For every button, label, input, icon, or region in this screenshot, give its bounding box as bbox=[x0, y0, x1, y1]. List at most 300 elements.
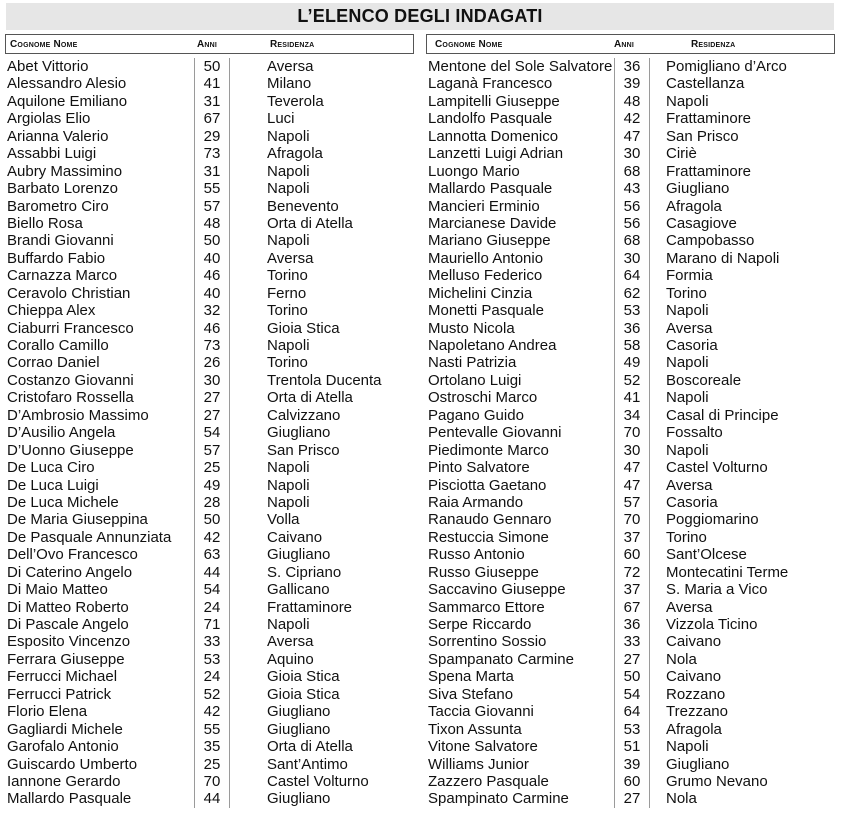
person-name: Ciaburri Francesco bbox=[7, 319, 134, 337]
person-residence: Trentola Ducenta bbox=[267, 371, 382, 389]
person-age: 41 bbox=[623, 389, 641, 407]
person-residence: Aversa bbox=[267, 633, 314, 651]
table-row bbox=[5, 546, 414, 563]
table-row bbox=[5, 668, 414, 685]
person-age: 54 bbox=[203, 424, 221, 442]
person-name: Restuccia Simone bbox=[428, 528, 549, 546]
person-age: 48 bbox=[623, 92, 641, 110]
table-row bbox=[426, 616, 835, 633]
person-residence: Napoli bbox=[267, 493, 310, 511]
person-name: Laganà Francesco bbox=[428, 75, 553, 93]
suspects-table-left bbox=[5, 34, 414, 808]
person-name: Iannone Gerardo bbox=[7, 772, 121, 790]
person-age: 40 bbox=[203, 284, 221, 302]
person-residence: Aversa bbox=[666, 598, 713, 616]
person-age: 39 bbox=[623, 75, 641, 93]
table-row bbox=[426, 110, 835, 127]
person-residence: Napoli bbox=[267, 232, 310, 250]
person-name: Pentevalle Giovanni bbox=[428, 424, 562, 442]
person-residence: Giugliano bbox=[666, 180, 730, 198]
person-age: 50 bbox=[203, 232, 221, 250]
table-row bbox=[426, 354, 835, 371]
table-row bbox=[5, 738, 414, 755]
person-residence: Trezzano bbox=[666, 703, 728, 721]
table-row bbox=[5, 58, 414, 75]
table-row bbox=[426, 58, 835, 75]
person-age: 31 bbox=[203, 92, 221, 110]
person-name: Mentone del Sole Salvatore bbox=[428, 58, 613, 75]
person-name: Barbato Lorenzo bbox=[7, 180, 118, 198]
person-residence: Frattaminore bbox=[267, 598, 353, 616]
person-name: Mallardo Pasquale bbox=[7, 790, 132, 808]
person-age: 37 bbox=[623, 581, 641, 599]
person-name: D’Ausilio Angela bbox=[7, 424, 116, 442]
person-name: Brandi Giovanni bbox=[7, 232, 114, 250]
person-residence: Torino bbox=[666, 284, 707, 302]
person-residence: Afragola bbox=[267, 145, 323, 163]
table-row bbox=[5, 756, 414, 773]
person-name: Ortolano Luigi bbox=[428, 371, 522, 389]
person-age: 30 bbox=[623, 145, 641, 163]
person-residence: Luci bbox=[267, 110, 295, 128]
person-name: Di Matteo Roberto bbox=[7, 598, 129, 616]
person-name: Cristofaro Rossella bbox=[7, 389, 134, 407]
person-age: 71 bbox=[203, 616, 221, 633]
person-residence: Afragola bbox=[666, 720, 722, 738]
person-residence: Napoli bbox=[267, 459, 310, 477]
table-row bbox=[426, 128, 835, 145]
person-residence: Torino bbox=[267, 267, 308, 285]
person-name: Sammarco Ettore bbox=[428, 598, 545, 616]
person-name: Michelini Cinzia bbox=[428, 284, 533, 302]
table-row bbox=[426, 703, 835, 720]
person-age: 24 bbox=[203, 668, 221, 686]
table-row bbox=[426, 250, 835, 267]
person-residence: Frattaminore bbox=[666, 162, 752, 180]
person-residence: San Prisco bbox=[267, 441, 340, 459]
person-residence: Napoli bbox=[267, 180, 310, 198]
person-name: Tixon Assunta bbox=[428, 720, 522, 738]
person-age: 27 bbox=[623, 790, 641, 808]
table-row bbox=[426, 302, 835, 319]
person-name: Assabbi Luigi bbox=[7, 145, 97, 163]
person-age: 70 bbox=[623, 424, 641, 442]
person-residence: Orta di Atella bbox=[267, 389, 353, 407]
person-residence: Gallicano bbox=[267, 581, 330, 599]
person-residence: Afragola bbox=[666, 197, 722, 215]
table-row bbox=[426, 511, 835, 528]
person-age: 37 bbox=[623, 528, 641, 546]
page-title: L’ELENCO DEGLI INDAGATI bbox=[297, 6, 543, 26]
table-row bbox=[426, 668, 835, 685]
table-row bbox=[426, 773, 835, 790]
person-age: 42 bbox=[203, 528, 221, 546]
table-row bbox=[5, 372, 414, 389]
person-age: 32 bbox=[203, 302, 221, 320]
person-residence: Casoria bbox=[666, 337, 718, 354]
person-name: Argiolas Elio bbox=[7, 110, 91, 128]
person-age: 47 bbox=[623, 476, 641, 494]
person-name: Vitone Salvatore bbox=[428, 738, 538, 756]
table-row bbox=[426, 75, 835, 92]
person-name: Dell’Ovo Francesco bbox=[7, 546, 138, 564]
table-row bbox=[5, 320, 414, 337]
table-body bbox=[5, 58, 414, 808]
person-age: 36 bbox=[623, 319, 641, 337]
table-row bbox=[5, 790, 414, 807]
person-age: 39 bbox=[623, 755, 641, 773]
person-name: Abet Vittorio bbox=[7, 58, 89, 75]
person-residence: Nola bbox=[666, 650, 697, 668]
person-name: Russo Giuseppe bbox=[428, 563, 539, 581]
person-name: Biello Rosa bbox=[7, 214, 83, 232]
person-residence: Benevento bbox=[267, 197, 339, 215]
table-row bbox=[426, 529, 835, 546]
person-age: 33 bbox=[203, 633, 221, 651]
person-age: 25 bbox=[203, 755, 221, 773]
table-row bbox=[5, 128, 414, 145]
person-name: Ranaudo Gennaro bbox=[428, 511, 552, 529]
table-row bbox=[5, 285, 414, 302]
person-name: Florio Elena bbox=[7, 703, 88, 721]
person-age: 43 bbox=[623, 180, 641, 198]
person-residence: Caivano bbox=[267, 528, 323, 546]
person-residence: Giugliano bbox=[267, 546, 331, 564]
person-name: Mancieri Erminio bbox=[428, 197, 540, 215]
person-residence: Napoli bbox=[666, 92, 709, 110]
table-row bbox=[5, 93, 414, 110]
person-name: Costanzo Giovanni bbox=[7, 371, 134, 389]
person-age: 55 bbox=[203, 180, 221, 198]
table-row bbox=[5, 389, 414, 406]
person-residence: S. Cipriano bbox=[267, 563, 342, 581]
person-residence: Torino bbox=[267, 354, 308, 372]
person-age: 36 bbox=[623, 616, 641, 633]
person-name: Spena Marta bbox=[428, 668, 514, 686]
table-row bbox=[426, 721, 835, 738]
person-age: 57 bbox=[203, 197, 221, 215]
person-age: 33 bbox=[623, 633, 641, 651]
table-row bbox=[426, 581, 835, 598]
person-name: Lannotta Domenico bbox=[428, 127, 559, 145]
person-name: Piedimonte Marco bbox=[428, 441, 549, 459]
person-name: Ferrara Giuseppe bbox=[7, 650, 125, 668]
person-age: 50 bbox=[623, 668, 641, 686]
person-name: Mariano Giuseppe bbox=[428, 232, 551, 250]
table-row bbox=[426, 546, 835, 563]
person-age: 47 bbox=[623, 127, 641, 145]
table-row bbox=[5, 599, 414, 616]
person-name: Ferrucci Patrick bbox=[7, 685, 112, 703]
person-name: Chieppa Alex bbox=[7, 302, 96, 320]
table-row bbox=[5, 703, 414, 720]
person-age: 47 bbox=[623, 459, 641, 477]
table-row bbox=[5, 651, 414, 668]
person-name: De Luca Luigi bbox=[7, 476, 99, 494]
person-name: Di Maio Matteo bbox=[7, 581, 108, 599]
person-residence: S. Maria a Vico bbox=[666, 581, 768, 599]
person-age: 25 bbox=[203, 459, 221, 477]
person-residence: Teverola bbox=[267, 92, 324, 110]
person-residence: Volla bbox=[267, 511, 300, 529]
person-residence: Milano bbox=[267, 75, 312, 93]
table-row bbox=[426, 564, 835, 581]
table-row bbox=[426, 198, 835, 215]
table-row bbox=[426, 285, 835, 302]
person-residence: Napoli bbox=[267, 476, 310, 494]
person-residence: Frattaminore bbox=[666, 110, 752, 128]
person-residence: Giugliano bbox=[267, 720, 331, 738]
person-age: 53 bbox=[203, 650, 221, 668]
person-name: Serpe Riccardo bbox=[428, 616, 532, 633]
person-age: 53 bbox=[623, 720, 641, 738]
table-row bbox=[5, 145, 414, 162]
person-age: 46 bbox=[203, 319, 221, 337]
table-row bbox=[426, 320, 835, 337]
person-residence: Aquino bbox=[267, 650, 314, 668]
person-residence: Aversa bbox=[267, 58, 314, 75]
person-age: 31 bbox=[203, 162, 221, 180]
person-residence: Napoli bbox=[666, 302, 709, 320]
person-age: 35 bbox=[203, 738, 221, 756]
person-age: 64 bbox=[623, 703, 641, 721]
person-name: Arianna Valerio bbox=[7, 127, 109, 145]
person-name: Garofalo Antonio bbox=[7, 738, 119, 756]
person-name: Sorrentino Sossio bbox=[428, 633, 547, 651]
table-row bbox=[426, 389, 835, 406]
table-row bbox=[5, 477, 414, 494]
person-name: D’Ambrosio Massimo bbox=[7, 406, 149, 424]
person-name: Esposito Vincenzo bbox=[7, 633, 131, 651]
person-age: 63 bbox=[203, 546, 221, 564]
person-residence: Castel Volturno bbox=[267, 772, 369, 790]
person-residence: Gioia Stica bbox=[267, 668, 340, 686]
person-age: 60 bbox=[623, 772, 641, 790]
title-bar bbox=[6, 3, 834, 30]
person-residence: Gioia Stica bbox=[267, 319, 340, 337]
person-residence: Giugliano bbox=[666, 755, 730, 773]
person-residence: Grumo Nevano bbox=[666, 772, 768, 790]
person-name: Spampinato Carmine bbox=[428, 790, 569, 808]
person-name: De Luca Ciro bbox=[7, 459, 95, 477]
table-row bbox=[5, 250, 414, 267]
person-name: Luongo Mario bbox=[428, 162, 520, 180]
person-residence: Caivano bbox=[666, 633, 722, 651]
person-residence: Marano di Napoli bbox=[666, 249, 780, 267]
person-name: Corrao Daniel bbox=[7, 354, 100, 372]
person-age: 70 bbox=[623, 511, 641, 529]
person-age: 34 bbox=[623, 406, 641, 424]
person-age: 27 bbox=[623, 650, 641, 668]
person-age: 48 bbox=[203, 214, 221, 232]
person-name: Alessandro Alesio bbox=[7, 75, 127, 93]
person-residence: Pomigliano d’Arco bbox=[666, 58, 787, 75]
table-row bbox=[426, 163, 835, 180]
person-name: Gagliardi Michele bbox=[7, 720, 123, 738]
person-age: 73 bbox=[203, 337, 221, 354]
person-age: 49 bbox=[203, 476, 221, 494]
person-age: 27 bbox=[203, 406, 221, 424]
person-residence: Napoli bbox=[267, 162, 310, 180]
table-row bbox=[5, 616, 414, 633]
table-row bbox=[426, 494, 835, 511]
table-row bbox=[426, 407, 835, 424]
table-row bbox=[5, 773, 414, 790]
person-name: D’Uonno Giuseppe bbox=[7, 441, 134, 459]
header-age: Anni bbox=[614, 39, 635, 50]
person-age: 54 bbox=[623, 685, 641, 703]
person-name: Marcianese Davide bbox=[428, 214, 557, 232]
table-row bbox=[426, 145, 835, 162]
header-residence: Residenza bbox=[270, 39, 315, 50]
person-age: 26 bbox=[203, 354, 221, 372]
person-residence: Ferno bbox=[267, 284, 307, 302]
person-name: Zazzero Pasquale bbox=[428, 772, 549, 790]
table-row bbox=[426, 738, 835, 755]
table-row bbox=[5, 180, 414, 197]
person-name: De Luca Michele bbox=[7, 493, 119, 511]
person-name: Ceravolo Christian bbox=[7, 284, 131, 302]
table-row bbox=[426, 424, 835, 441]
person-residence: Casal di Principe bbox=[666, 406, 779, 424]
table-row bbox=[426, 756, 835, 773]
table-row bbox=[426, 477, 835, 494]
table-row bbox=[5, 337, 414, 354]
person-age: 70 bbox=[203, 772, 221, 790]
person-residence: Napoli bbox=[267, 337, 310, 354]
table-row bbox=[426, 686, 835, 703]
person-residence: Giugliano bbox=[267, 424, 331, 442]
table-row bbox=[426, 267, 835, 284]
person-residence: Calvizzano bbox=[267, 406, 341, 424]
person-residence: Rozzano bbox=[666, 685, 726, 703]
table-row bbox=[426, 599, 835, 616]
person-name: Barometro Ciro bbox=[7, 197, 109, 215]
person-residence: Napoli bbox=[666, 738, 709, 756]
table-row bbox=[426, 372, 835, 389]
table-row bbox=[5, 215, 414, 232]
person-age: 42 bbox=[203, 703, 221, 721]
person-residence: Giugliano bbox=[267, 703, 331, 721]
person-residence: Orta di Atella bbox=[267, 738, 353, 756]
table-row bbox=[5, 302, 414, 319]
table-row bbox=[5, 110, 414, 127]
person-age: 44 bbox=[203, 790, 221, 808]
person-age: 40 bbox=[203, 249, 221, 267]
person-residence: Giugliano bbox=[267, 790, 331, 808]
person-age: 58 bbox=[623, 337, 641, 354]
person-age: 29 bbox=[203, 127, 221, 145]
table-row bbox=[5, 407, 414, 424]
person-residence: Castellanza bbox=[666, 75, 745, 93]
person-name: Musto Nicola bbox=[428, 319, 515, 337]
person-age: 50 bbox=[203, 58, 221, 75]
person-age: 60 bbox=[623, 546, 641, 564]
person-age: 42 bbox=[623, 110, 641, 128]
person-name: Siva Stefano bbox=[428, 685, 514, 703]
person-name: Carnazza Marco bbox=[7, 267, 118, 285]
person-residence: Orta di Atella bbox=[267, 214, 353, 232]
person-residence: Ciriè bbox=[666, 145, 697, 163]
person-residence: Vizzola Ticino bbox=[666, 616, 758, 633]
person-residence: Napoli bbox=[267, 127, 310, 145]
person-name: Pisciotta Gaetano bbox=[428, 476, 547, 494]
person-age: 50 bbox=[203, 511, 221, 529]
person-residence: Boscoreale bbox=[666, 371, 742, 389]
person-name: Nasti Patrizia bbox=[428, 354, 517, 372]
person-age: 54 bbox=[203, 581, 221, 599]
person-residence: Torino bbox=[267, 302, 308, 320]
person-age: 67 bbox=[623, 598, 641, 616]
person-age: 30 bbox=[623, 441, 641, 459]
person-name: Ostroschi Marco bbox=[428, 389, 538, 407]
table-row bbox=[426, 633, 835, 650]
person-residence: Napoli bbox=[267, 616, 310, 633]
person-name: Aubry Massimino bbox=[7, 162, 123, 180]
table-row bbox=[5, 459, 414, 476]
table-row bbox=[5, 267, 414, 284]
person-residence: Formia bbox=[666, 267, 713, 285]
header-name: Cognome Nome bbox=[435, 39, 503, 50]
person-name: Mallardo Pasquale bbox=[428, 180, 553, 198]
person-residence: Napoli bbox=[666, 354, 709, 372]
person-name: De Pasquale Annunziata bbox=[7, 528, 172, 546]
person-residence: Torino bbox=[666, 528, 707, 546]
table-row bbox=[426, 337, 835, 354]
person-name: Lampitelli Giuseppe bbox=[428, 92, 560, 110]
table-row bbox=[426, 651, 835, 668]
person-residence: Aversa bbox=[666, 319, 713, 337]
table-row bbox=[426, 442, 835, 459]
person-residence: Sant’Olcese bbox=[666, 546, 747, 564]
person-name: Pagano Guido bbox=[428, 406, 524, 424]
person-age: 72 bbox=[623, 563, 641, 581]
table-row bbox=[426, 93, 835, 110]
table-row bbox=[426, 232, 835, 249]
table-row bbox=[5, 564, 414, 581]
table-header bbox=[426, 34, 835, 54]
person-name: Raia Armando bbox=[428, 493, 524, 511]
person-age: 57 bbox=[623, 493, 641, 511]
table-row bbox=[5, 494, 414, 511]
person-age: 55 bbox=[203, 720, 221, 738]
table-row bbox=[5, 75, 414, 92]
person-residence: Aversa bbox=[267, 249, 314, 267]
table-body bbox=[426, 58, 835, 808]
person-residence: Gioia Stica bbox=[267, 685, 340, 703]
table-row bbox=[5, 581, 414, 598]
person-age: 44 bbox=[203, 563, 221, 581]
person-age: 68 bbox=[623, 162, 641, 180]
person-residence: Castel Volturno bbox=[666, 459, 768, 477]
table-row bbox=[426, 180, 835, 197]
person-name: Ferrucci Michael bbox=[7, 668, 118, 686]
person-residence: Fossalto bbox=[666, 424, 723, 442]
person-name: Corallo Camillo bbox=[7, 337, 109, 354]
table-row bbox=[5, 198, 414, 215]
table-row bbox=[5, 354, 414, 371]
person-name: Williams Junior bbox=[428, 755, 529, 773]
suspects-table-right bbox=[426, 34, 835, 808]
person-name: Lanzetti Luigi Adrian bbox=[428, 145, 564, 163]
person-name: Spampanato Carmine bbox=[428, 650, 574, 668]
table-row bbox=[5, 633, 414, 650]
person-residence: Campobasso bbox=[666, 232, 755, 250]
table-row bbox=[5, 163, 414, 180]
person-residence: Sant’Antimo bbox=[267, 755, 348, 773]
person-name: De Maria Giuseppina bbox=[7, 511, 148, 529]
person-residence: Aversa bbox=[666, 476, 713, 494]
